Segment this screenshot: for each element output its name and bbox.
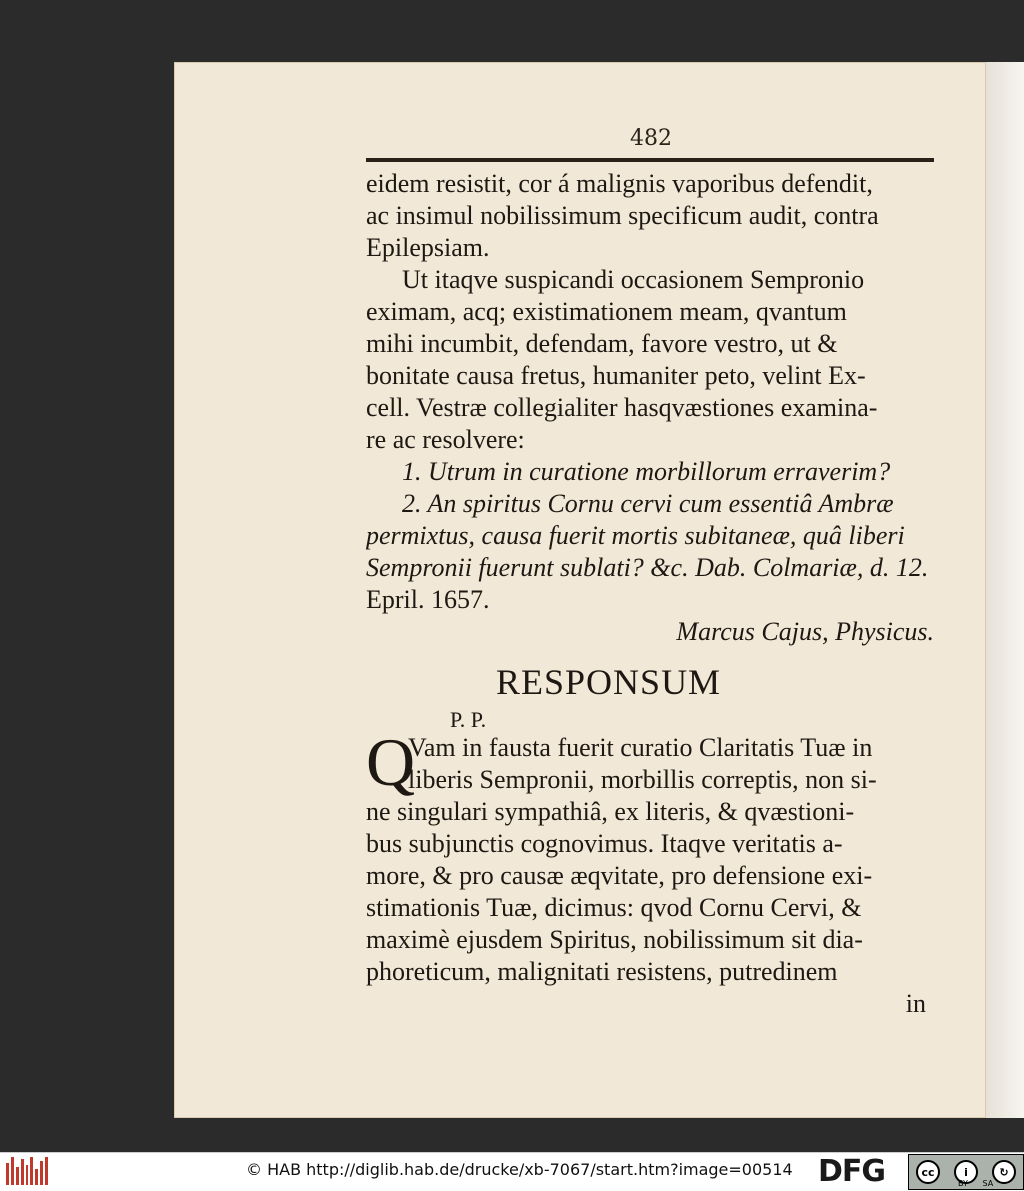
- page-number: 482: [630, 126, 672, 151]
- text-line: liberis Sempronii, morbillis correptis, non si-: [408, 765, 877, 794]
- drop-cap: Q: [366, 724, 416, 800]
- text-line: stimationis Tuæ, dicimus: qvod Cornu Cervi, &: [366, 893, 862, 922]
- dfg-logo[interactable]: DFG: [818, 1154, 886, 1189]
- text-line: Vam in fausta fuerit curatio Claritatis Tuæ in: [408, 733, 873, 762]
- question-1: 1. Utrum in curatione morbillorum erraverim?: [402, 457, 891, 486]
- attribution-icon: i: [954, 1160, 978, 1184]
- hab-logo-icon[interactable]: [6, 1155, 48, 1185]
- text-line: Epril. 1657.: [366, 585, 490, 614]
- footer-credit-link[interactable]: © HAB http://diglib.hab.de/drucke/xb-7067/start.htm?image=00514: [246, 1160, 793, 1179]
- cc-icon: cc: [916, 1160, 940, 1184]
- page-text: [366, 168, 934, 1020]
- text-line: ne singulari sympathiâ, ex literis, & qvæstioni-: [366, 797, 855, 826]
- text-line: cell. Vestræ collegialiter hasqvæstiones examina-: [366, 393, 878, 422]
- text-line: re ac resolvere:: [366, 425, 525, 454]
- text-line: Epilepsiam.: [366, 233, 490, 262]
- text-line: more, & pro causæ æqvitate, pro defensione exi-: [366, 861, 873, 890]
- text-line: bus subjunctis cognovimus. Itaqve veritatis a-: [366, 829, 843, 858]
- text-line: ac insimul nobilissimum specificum audit, contra: [366, 201, 879, 230]
- text-line: eidem resistit, cor á malignis vaporibus defendit,: [366, 169, 873, 198]
- signature: Marcus Cajus, Physicus.: [676, 617, 934, 646]
- section-heading: RESPONSUM: [496, 662, 722, 702]
- header-rule: [366, 158, 934, 162]
- salutation: P. P.: [450, 707, 487, 732]
- text-line: Ut itaqve suspicandi occasionem Sempronio: [402, 265, 865, 294]
- text-line: phoreticum, malignitati resistens, putredinem: [366, 957, 838, 986]
- text-line: maximè ejusdem Spiritus, nobilissimum sit dia-: [366, 925, 863, 954]
- cc-labels: BY SA: [958, 1179, 994, 1188]
- text-line: Sempronii fuerunt sublati? &c. Dab. Colmariæ, d. 12.: [366, 553, 929, 582]
- response-paragraph: [366, 724, 934, 988]
- text-line: permixtus, causa fuerit mortis subitaneæ, quâ liberi: [366, 521, 905, 550]
- catchword: in: [905, 989, 926, 1018]
- text-line: bonitate causa fretus, humaniter peto, velint Ex-: [366, 361, 866, 390]
- text-line: mihi incumbit, defendam, favore vestro, ut &: [366, 329, 838, 358]
- text-line: eximam, acq; existimationem meam, qvantum: [366, 297, 847, 326]
- share-alike-icon: ↻: [992, 1160, 1016, 1184]
- question-2: 2. An spiritus Cornu cervi cum essentiâ Ambræ: [402, 489, 894, 518]
- page-edge-right: [986, 62, 1024, 1118]
